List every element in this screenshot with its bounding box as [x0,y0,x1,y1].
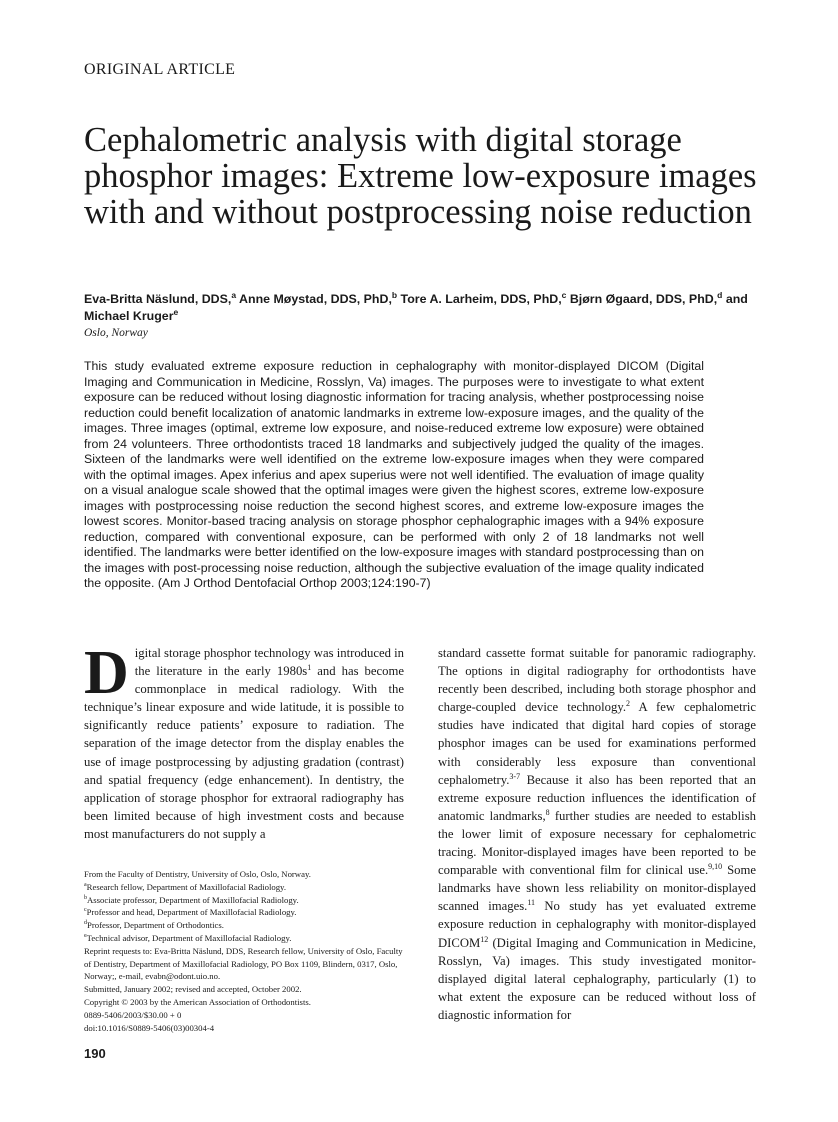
footnote-issn: 0889-5406/2003/$30.00 + 0 [84,1009,182,1020]
citation-ref: 1 [307,662,312,672]
body-text: igital storage phosphor technology was introduced in the literature in the early 1980s [134,646,404,679]
body-text: and has become commonplace in medical radiology. With the technique’s linear exposure and wide latitude, it is possible to significantly reduce patients’ exposure to radiation. The separation of the image detector from the display enables the use of image postprocessing by adjusting gradation (contrast) and spatial frequency (edge enhancement). In dentistry, the application of storage phosphor for extraoral radiography has been limited because of high investment costs and because most manufacturers do not supply a [84,664,404,841]
footnotes [84,868,406,1034]
citation-ref: 3-7 [509,771,521,781]
body-column-right [438,644,756,1024]
footnote-role [84,932,406,945]
body-text: standard cassette format suitable for panoramic radiography. The options in digital radiography for orthodontists have recently been described, including both storage phosphor and charge-coupled device technology. [438,646,756,715]
footnote-copyright: Copyright © 2003 by the American Association of Orthodontists. [84,996,311,1007]
footnote-affiliation: From the Faculty of Dentistry, University of Oslo, Oslo, Norway. [84,869,311,879]
citation-ref: 2 [626,699,631,709]
body-column-left [84,639,404,843]
footnote-mark: d [84,920,87,927]
author-mark: c [561,289,567,300]
body-text: (Digital Imaging and Communication in Medicine, Rosslyn, Va) images. This study investigated monitor-displayed digital lateral cephalography, particularly (1) to what extent the exposure can be reduced without loss of diagnostic information for [438,935,756,1022]
author-name: Tore A. Larheim, DDS, PhD, [397,292,562,306]
body-text: A few cephalometric studies have indicated that digital hard copies of storage phosphor images can be used for examinations performed with considerably less exposure than conventional cephalometry. [438,700,757,787]
footnote-submitted: Submitted, January 2002; revised and accepted, October 2002. [84,984,302,995]
footnote-role [84,881,406,894]
body-paragraph [438,644,756,1024]
footnote-mark: e [84,933,87,940]
footnote-doi: doi:10.1016/S0889-5406(03)00304-4 [84,1022,215,1033]
author-name: Eva-Britta Näslund, DDS, [84,292,232,306]
author-location: Oslo, Norway [84,327,148,339]
author-mark: e [173,306,179,317]
footnote-text: Research fellow, Department of Maxillofacial Radiology. [86,881,287,892]
footnote-mark: b [84,894,87,901]
footnote-text: Professor, Department of Orthodontics. [87,920,224,931]
author-name: Anne Møystad, DDS, PhD, [236,292,392,306]
footnote-role [84,906,406,919]
citation-ref: 12 [480,934,489,944]
author-name: Bjørn Øgaard, DDS, PhD, [566,292,718,306]
footnote-reprint: Reprint requests to: Eva-Britta Näslund, DDS, Research fellow, University of Oslo, Faculty of Dentistry, Department of Maxillofacial Radiology, PO Box 1109, Blindern, 0317, Oslo, Norway;, e-mail, evabn@odont.uio.no. [84,945,403,982]
drop-cap: D [84,639,129,707]
section-label: ORIGINAL ARTICLE [84,61,236,78]
footnote-mark: a [84,881,87,888]
footnote-role [84,919,406,932]
footnote-mark: c [84,907,87,914]
author-mark: b [391,289,398,300]
author-name: and Michael Kruger [84,292,748,323]
footnote-text: Technical advisor, Department of Maxillofacial Radiology. [86,932,292,943]
author-mark: a [231,289,237,300]
footnote-role [84,894,406,907]
author-mark: d [717,289,723,300]
article-title: Cephalometric analysis with digital storage phosphor images: Extreme low-exposure images with and without postprocessing noise reduction [84,121,757,231]
body-text: Some landmarks have shown less reliability on monitor-displayed scanned images. [438,863,756,914]
author-list [84,291,764,324]
footnote-text: Associate professor, Department of Maxillofacial Radiology. [87,894,299,905]
abstract: This study evaluated extreme exposure reduction in cephalography with monitor-displayed DICOM (Digital Imaging and Communication in Medicine, Rosslyn, Va) images. The purposes were to investigate to what extent exposure can be reduced without losing diagnostic information for tracing analysis, whether postprocessing noise reduction could benefit localization of anatomic landmarks in extreme low-exposure images, and the quality of the images. Three images (optimal, extreme low exposure, and noise-reduced extreme low exposure) were obtained from 24 volunteers. Three orthodontists traced 18 landmarks and subjectively judged the quality of the images. Sixteen of the landmarks were well identified on the extreme low-exposure images when they were compared with the optimal images. Apex inferius and apex superius were not well identified. The evaluation of image quality on a visual analogue scale showed that the optimal images were given the highest scores, extreme low-exposure images with postprocessing noise reduction the second highest scores, and extreme low-exposure images the lowest scores. Monitor-based tracing analysis on storage phosphor cephalographic images with a 94% exposure reduction, compared with conventional exposure, can be performed with only 2 of 18 landmarks not well identified. The landmarks were better identified on the low-exposure images with standard postprocessing than on the images with post-processing noise reduction, although the subjective evaluation of the image quality indicated the opposite. (Am J Orthod Dentofacial Orthop 2003;124:190-7) [84,359,704,590]
page-number: 190 [84,1046,106,1061]
citation-ref: 8 [545,807,550,817]
body-text: Because it also has been reported that an extreme exposure reduction influences the identification of anatomic landmarks, [438,772,756,823]
citation-ref: 9,10 [708,861,723,871]
body-text: No study has yet evaluated extreme exposure reduction in cephalography with monitor-displayed DICOM [438,899,756,950]
body-text: further studies are needed to establish the lower limit of exposure necessary for cephalometric tracing. Monitor-displayed images have been reported to be comparable with conventional film for clinical use. [438,808,756,878]
intro-paragraph [84,639,404,843]
footnote-text: Professor and head, Department of Maxillofacial Radiology. [86,907,297,918]
citation-ref: 11 [527,898,536,908]
